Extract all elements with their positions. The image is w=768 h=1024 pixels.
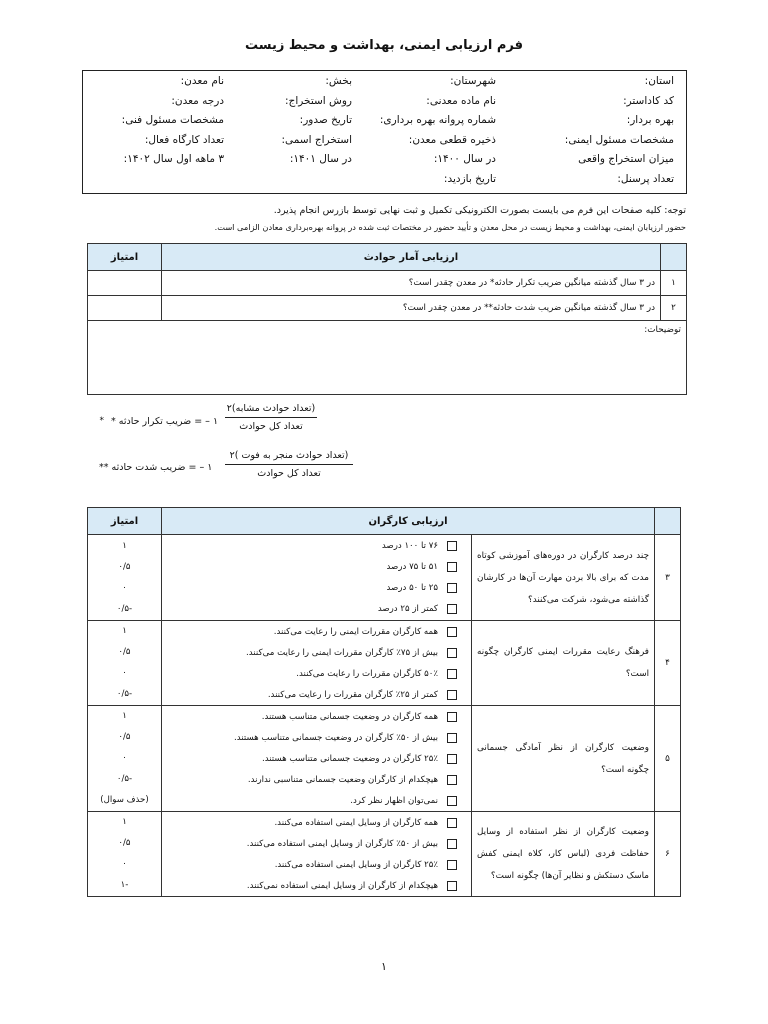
info-field-label: تعداد کارگاه فعال: xyxy=(144,133,224,146)
info-field-label: بخش: xyxy=(325,75,352,87)
info-field-label: ۳ ماهه اول سال ۱۴۰۲: xyxy=(123,153,224,165)
option-list xyxy=(162,706,472,812)
option-item[interactable] xyxy=(167,599,457,620)
option-item[interactable] xyxy=(167,854,457,875)
page-number: ۱ xyxy=(381,960,387,973)
option-label: هیچکدام از کارگران وضعیت جسمانی متناسبی ندارند. xyxy=(247,774,439,785)
score-value: -۰/۵ xyxy=(116,689,133,699)
checkbox[interactable] xyxy=(447,541,457,551)
question-text: فرهنگ رعایت مقررات ایمنی کارگران چگونه است؟ xyxy=(472,621,655,706)
question-row xyxy=(88,812,681,897)
question-row xyxy=(88,706,681,812)
info-field-label: بهره بردار: xyxy=(626,114,674,126)
info-row xyxy=(91,75,678,93)
option-item[interactable] xyxy=(167,621,457,642)
checkbox[interactable] xyxy=(447,818,457,828)
checkbox[interactable] xyxy=(447,712,457,722)
option-label: همه کارگران در وضعیت جسمانی متناسب هستند. xyxy=(261,711,439,722)
checkbox[interactable] xyxy=(447,754,457,764)
question-row xyxy=(88,535,681,621)
info-field-label: در سال ۱۴۰۱: xyxy=(289,153,352,165)
info-field-label: درجه معدن: xyxy=(171,94,224,107)
option-item[interactable] xyxy=(167,578,457,599)
question-text: چند درصد کارگران در دوره‌های آموزشی کوتاه مدت که برای بالا بردن مهارت آن‌ها در کارشان گذاشته می‌شود، شرکت می‌کنند؟ xyxy=(472,535,655,621)
option-label: ۲۵ تا ۵۰ درصد xyxy=(386,583,439,593)
info-field-label: استان: xyxy=(644,75,674,87)
page-title: فرم ارزیابی ایمنی، بهداشت و محیط زیست xyxy=(244,38,523,53)
fraction-bar xyxy=(225,464,353,465)
checkbox[interactable] xyxy=(447,669,457,679)
info-field-label: نام معدن: xyxy=(180,75,224,87)
info-field-label: استخراج اسمی: xyxy=(281,133,352,146)
checkbox[interactable] xyxy=(447,690,457,700)
score-value: ۰ xyxy=(122,859,127,869)
accident-table xyxy=(87,243,687,395)
comments-field[interactable] xyxy=(88,321,687,395)
checkbox[interactable] xyxy=(447,775,457,785)
row-number: ۱ xyxy=(661,271,687,296)
checkbox[interactable] xyxy=(447,839,457,849)
accident-score-header: امتیاز xyxy=(88,244,162,271)
score-cell[interactable] xyxy=(88,296,162,321)
accident-header: ارزیابی آمار حوادث xyxy=(162,244,661,271)
score-value: ۱ xyxy=(122,540,127,551)
info-field-label: شهرستان: xyxy=(450,75,496,87)
option-label: کمتر از ۲۵ درصد xyxy=(377,604,439,614)
checkbox[interactable] xyxy=(447,604,457,614)
question-number: ۶ xyxy=(655,812,681,897)
workers-table xyxy=(87,507,681,897)
formula2-rest: ۱ – = ضریب شدت حادثه ** xyxy=(99,462,213,473)
info-field-label: شماره پروانه بهره برداری: xyxy=(379,114,496,126)
question-text: وضعیت کارگران از نظر آمادگی جسمانی چگونه است؟ xyxy=(472,706,655,812)
score-value: ۰ xyxy=(122,753,127,763)
score-value: ۰/۵ xyxy=(118,561,131,572)
checkbox[interactable] xyxy=(447,583,457,593)
option-item[interactable] xyxy=(167,748,457,769)
score-value: -۰/۵ xyxy=(116,774,133,784)
info-row xyxy=(91,153,678,171)
checkbox[interactable] xyxy=(447,860,457,870)
info-field-label: میزان استخراج واقعی xyxy=(578,153,674,165)
info-field-label: تعداد پرسنل: xyxy=(617,172,674,185)
score-value: ۰/۵ xyxy=(118,647,131,657)
option-label: بیش از ۷۵٪ کارگران مقررات ایمنی را رعایت می‌کنند. xyxy=(246,647,439,658)
info-field-label: کد کاداستر: xyxy=(623,94,674,107)
info-field-label: نام ماده معدنی: xyxy=(426,94,496,107)
info-row xyxy=(91,134,678,152)
workers-header: ارزیابی کارگران xyxy=(162,508,655,535)
table-row xyxy=(88,271,687,296)
option-label: بیش از ۵۰٪ کارگران در وضعیت جسمانی متناسب هستند. xyxy=(234,732,439,743)
option-list xyxy=(162,621,472,706)
question-text: در ۳ سال گذشته میانگین ضریب تکرار حادثه* در معدن چقدر است؟ xyxy=(162,271,661,296)
question-text: وضعیت کارگران از نظر استفاده از وسایل حفاظت فردی (لباس کار، کلاه ایمنی کفش ماسک دستکش و نظایر آن‌ها) چگونه است؟ xyxy=(472,812,655,897)
score-value: (حذف سوال) xyxy=(100,795,149,805)
option-label: همه کارگران مقررات ایمنی را رعایت می‌کنند. xyxy=(273,626,439,637)
formula1-denominator: تعداد کل حوادث xyxy=(239,421,303,432)
info-field-label: در سال ۱۴۰۰: xyxy=(433,153,496,165)
comments-row xyxy=(88,321,687,395)
option-item[interactable] xyxy=(167,642,457,663)
score-cell[interactable] xyxy=(88,271,162,296)
score-list xyxy=(88,535,162,621)
option-item[interactable] xyxy=(167,833,457,854)
score-value: ۱ xyxy=(122,626,127,636)
option-item[interactable] xyxy=(167,875,457,896)
option-list xyxy=(162,812,472,897)
score-value: ۰ xyxy=(122,668,127,678)
checkbox[interactable] xyxy=(447,562,457,572)
option-item[interactable] xyxy=(167,812,457,833)
formula2-denominator: تعداد کل حوادث xyxy=(257,468,321,479)
option-label: ۷۶ تا ۱۰۰ درصد xyxy=(381,541,439,551)
option-item[interactable] xyxy=(167,727,457,748)
formula2-numerator: (تعداد حوادث منجر به فوت )۲ xyxy=(229,450,349,461)
score-list xyxy=(88,621,162,706)
checkbox[interactable] xyxy=(447,733,457,743)
checkbox[interactable] xyxy=(447,796,457,806)
checkbox[interactable] xyxy=(447,881,457,891)
score-list xyxy=(88,812,162,897)
score-value: ۱ xyxy=(122,711,127,721)
score-value: ۰ xyxy=(122,582,127,593)
note-line-1: توجه: کلیه صفحات این فرم می بایست بصورت الکترونیکی تکمیل و ثبت نهایی توسط بازرس انجام پذیرد. xyxy=(273,205,686,216)
option-item[interactable] xyxy=(167,557,457,578)
score-value: ۰/۵ xyxy=(118,732,131,742)
question-text: در ۳ سال گذشته میانگین ضریب شدت حادثه** در معدن چقدر است؟ xyxy=(162,296,661,321)
score-value: -۰/۵ xyxy=(116,603,133,614)
option-label: نمی‌توان اظهار نظر کرد. xyxy=(350,795,439,806)
info-row xyxy=(91,95,678,113)
note-line-2: حضور ارزیابان ایمنی، بهداشت و محیط زیست در محل معدن و تأیید حضور در مختصات ثبت شده در پروانه بهره‌برداری معادن الزامی است. xyxy=(214,222,686,232)
option-label: ۵۱ تا ۷۵ درصد xyxy=(386,562,439,572)
formula2-fraction xyxy=(225,450,353,479)
row-number: ۲ xyxy=(661,296,687,321)
formula1-numerator: (تعداد حوادث مشابه)۲ xyxy=(226,403,316,414)
info-row xyxy=(91,173,678,191)
fraction-bar xyxy=(225,417,317,418)
formula1-star: * xyxy=(99,416,104,426)
option-label: هیچکدام از کارگران از وسایل ایمنی استفاده نمی‌کنند. xyxy=(246,880,439,891)
option-label: کمتر از ۲۵٪ کارگران مقررات را رعایت می‌کنند. xyxy=(267,689,439,700)
question-row xyxy=(88,621,681,706)
question-number: ۵ xyxy=(655,706,681,812)
score-list xyxy=(88,706,162,812)
info-row xyxy=(91,114,678,132)
score-value: ۱ xyxy=(122,817,127,827)
workers-score-header: امتیاز xyxy=(88,508,162,535)
score-value: ۰/۵ xyxy=(118,838,131,848)
option-item[interactable] xyxy=(167,684,457,705)
checkbox[interactable] xyxy=(447,648,457,658)
question-number: ۴ xyxy=(655,621,681,706)
info-field-label: مشخصات مسئول فنی: xyxy=(121,114,224,126)
info-field-label: تاریخ بازدید: xyxy=(443,172,496,185)
info-field-label: روش استخراج: xyxy=(285,94,352,107)
option-label: همه کارگران از وسایل ایمنی استفاده می‌کنند. xyxy=(274,817,439,828)
option-item[interactable] xyxy=(167,790,457,811)
option-item[interactable] xyxy=(167,769,457,790)
option-label: ۲۵٪ کارگران در وضعیت جسمانی متناسب هستند. xyxy=(261,753,439,764)
option-list xyxy=(162,535,472,621)
info-field-label: مشخصات مسئول ایمنی: xyxy=(564,133,674,146)
table-row xyxy=(88,296,687,321)
option-item[interactable] xyxy=(167,706,457,727)
info-field-label: تاریخ صدور: xyxy=(299,114,352,126)
formula1-rest: ۱ – = ضریب تکرار حادثه * xyxy=(111,416,219,427)
comments-label: توضیحات: xyxy=(644,325,681,335)
checkbox[interactable] xyxy=(447,627,457,637)
option-label: بیش از ۵۰٪ کارگران از وسایل ایمنی استفاده می‌کنند. xyxy=(246,838,439,849)
score-value: -۱ xyxy=(120,880,129,890)
formula1-fraction xyxy=(225,403,317,432)
option-label: ۲۵٪ کارگران از وسایل ایمنی استفاده می‌کنند. xyxy=(274,859,439,870)
option-item[interactable] xyxy=(167,536,457,557)
question-number: ۳ xyxy=(655,535,681,621)
option-item[interactable] xyxy=(167,663,457,684)
mine-info-box xyxy=(82,70,687,194)
option-label: ۵۰٪ کارگران مقررات را رعایت می‌کنند. xyxy=(296,668,439,679)
info-field-label: ذخیره قطعی معدن: xyxy=(408,133,496,146)
